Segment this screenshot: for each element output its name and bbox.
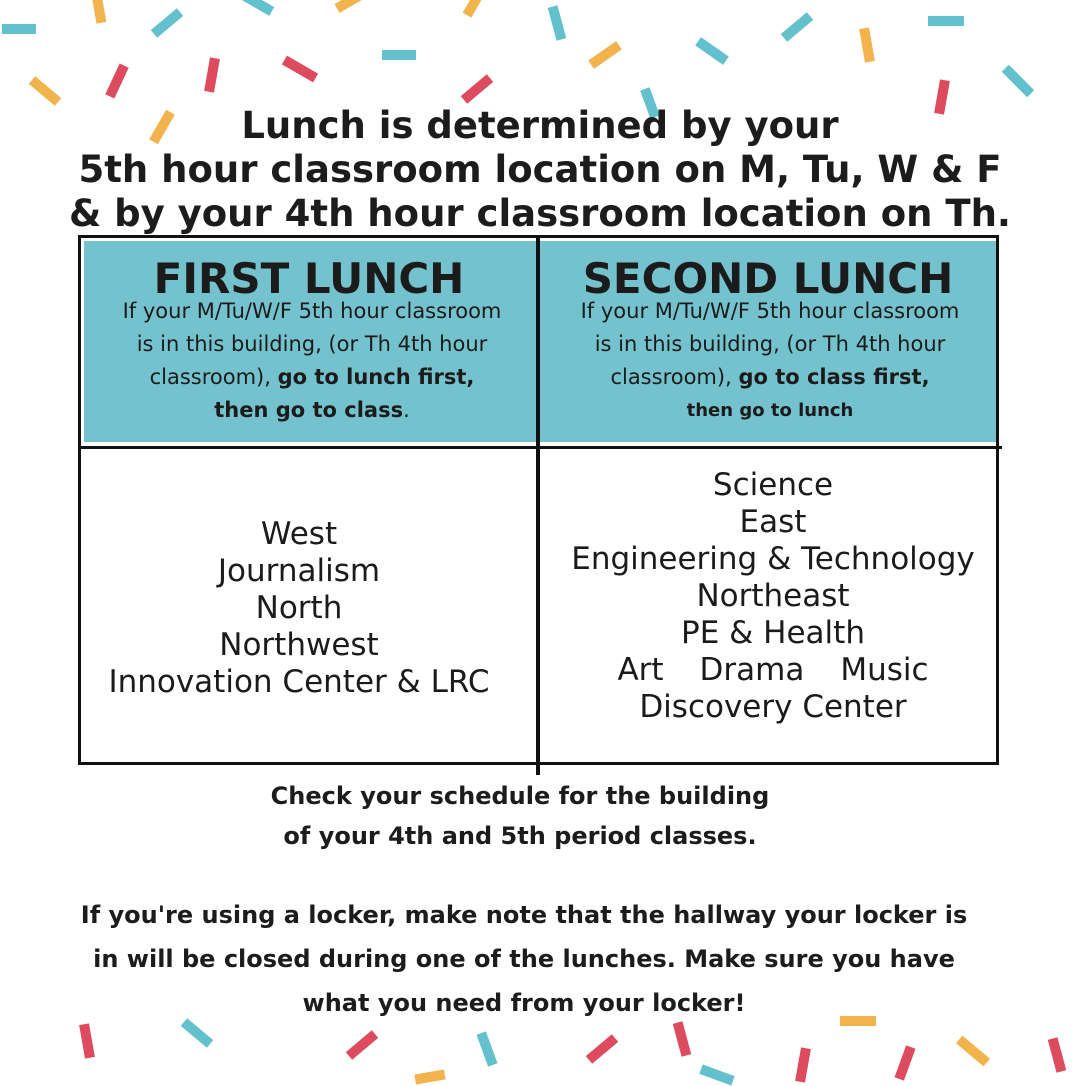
- confetti-piece: [151, 8, 183, 38]
- table-row-divider: [78, 446, 1002, 449]
- first-lunch-desc-line: If your M/Tu/W/F 5th hour classroom: [122, 299, 502, 323]
- first-lunch-desc-line: is in this building, (or Th 4th hour: [136, 332, 488, 356]
- confetti-piece: [461, 74, 493, 104]
- confetti-piece: [463, 0, 486, 18]
- confetti-piece: [548, 5, 566, 40]
- building-item: Science: [712, 467, 834, 503]
- confetti-piece: [795, 1047, 811, 1082]
- confetti-piece: [699, 1064, 734, 1085]
- headline-line-1: Lunch is determined by your: [241, 104, 839, 147]
- building-item: Engineering & Technology: [571, 541, 975, 577]
- locker-note-line: what you need from your locker!: [302, 989, 746, 1017]
- second-lunch-desc-bold: then go to lunch: [686, 400, 854, 421]
- first-lunch-desc-text: classroom),: [149, 365, 278, 389]
- headline-line-2: 5th hour classroom location on M, Tu, W & F: [78, 148, 1002, 191]
- confetti-piece: [92, 0, 107, 24]
- building-item: Journalism: [217, 553, 381, 589]
- headline-line-3: & by your 4th hour classroom location on Th.: [69, 192, 1011, 235]
- confetti-piece: [79, 1023, 95, 1058]
- second-lunch-desc-bold: go to class first,: [738, 365, 930, 389]
- building-item: West: [260, 516, 338, 552]
- confetti-piece: [2, 24, 36, 34]
- second-lunch-buildings: [538, 467, 1008, 726]
- confetti-piece: [29, 76, 61, 106]
- building-item: East: [739, 504, 807, 540]
- locker-note: [24, 893, 1024, 1025]
- first-lunch-desc-text: .: [403, 398, 410, 422]
- first-lunch-description: [82, 295, 542, 427]
- locker-note-line: If you're using a locker, make note that the hallway your locker is: [80, 901, 968, 929]
- first-lunch-desc-line: [82, 361, 542, 394]
- building-item: Drama: [699, 652, 805, 688]
- second-lunch-desc-text: classroom),: [610, 365, 739, 389]
- confetti-piece: [240, 0, 274, 16]
- confetti-piece: [282, 56, 318, 83]
- building-item: Innovation Center & LRC: [108, 664, 490, 700]
- schedule-note: [20, 776, 1020, 856]
- confetti-piece: [1048, 1037, 1066, 1072]
- schedule-note-line: of your 4th and 5th period classes.: [283, 822, 757, 850]
- confetti-piece: [673, 1021, 691, 1056]
- building-item: Discovery Center: [639, 689, 907, 725]
- confetti-piece: [414, 1069, 445, 1084]
- confetti-piece: [382, 50, 416, 60]
- confetti-piece: [588, 41, 622, 69]
- building-item: Art: [617, 652, 664, 688]
- confetti-piece: [894, 1045, 915, 1080]
- first-lunch-title: FIRST LUNCH: [153, 254, 465, 303]
- second-lunch-desc-line: [540, 361, 1000, 394]
- second-lunch-desc-line: [540, 394, 1000, 427]
- building-item: PE & Health: [681, 615, 865, 651]
- confetti-piece: [695, 37, 729, 65]
- second-lunch-title: SECOND LUNCH: [582, 254, 954, 303]
- arts-buildings-row: [538, 652, 1008, 689]
- second-lunch-desc-line: If your M/Tu/W/F 5th hour classroom: [580, 299, 960, 323]
- confetti-piece: [956, 1036, 990, 1067]
- second-lunch-description: [540, 295, 1000, 427]
- schedule-note-line: Check your schedule for the building: [270, 782, 770, 810]
- first-lunch-desc-bold: then go to class: [214, 398, 404, 422]
- confetti-piece: [1002, 65, 1035, 98]
- locker-note-line: in will be closed during one of the lunches. Make sure you have: [93, 945, 955, 973]
- confetti-piece: [859, 27, 875, 62]
- confetti-piece: [105, 63, 128, 98]
- building-item: North: [255, 590, 343, 626]
- first-lunch-buildings: [64, 516, 534, 701]
- confetti-piece: [586, 1034, 618, 1064]
- confetti-piece: [928, 16, 964, 26]
- confetti-piece: [204, 57, 220, 92]
- first-lunch-desc-line: [82, 394, 542, 427]
- building-item: Northeast: [696, 578, 850, 614]
- building-item: Northwest: [219, 627, 379, 663]
- second-lunch-desc-line: is in this building, (or Th 4th hour: [594, 332, 946, 356]
- building-item: Music: [840, 652, 929, 688]
- confetti-piece: [476, 1031, 497, 1066]
- confetti-piece: [335, 0, 366, 13]
- confetti-piece: [781, 12, 813, 42]
- first-lunch-desc-bold: go to lunch first,: [277, 365, 475, 389]
- confetti-piece: [346, 1030, 378, 1060]
